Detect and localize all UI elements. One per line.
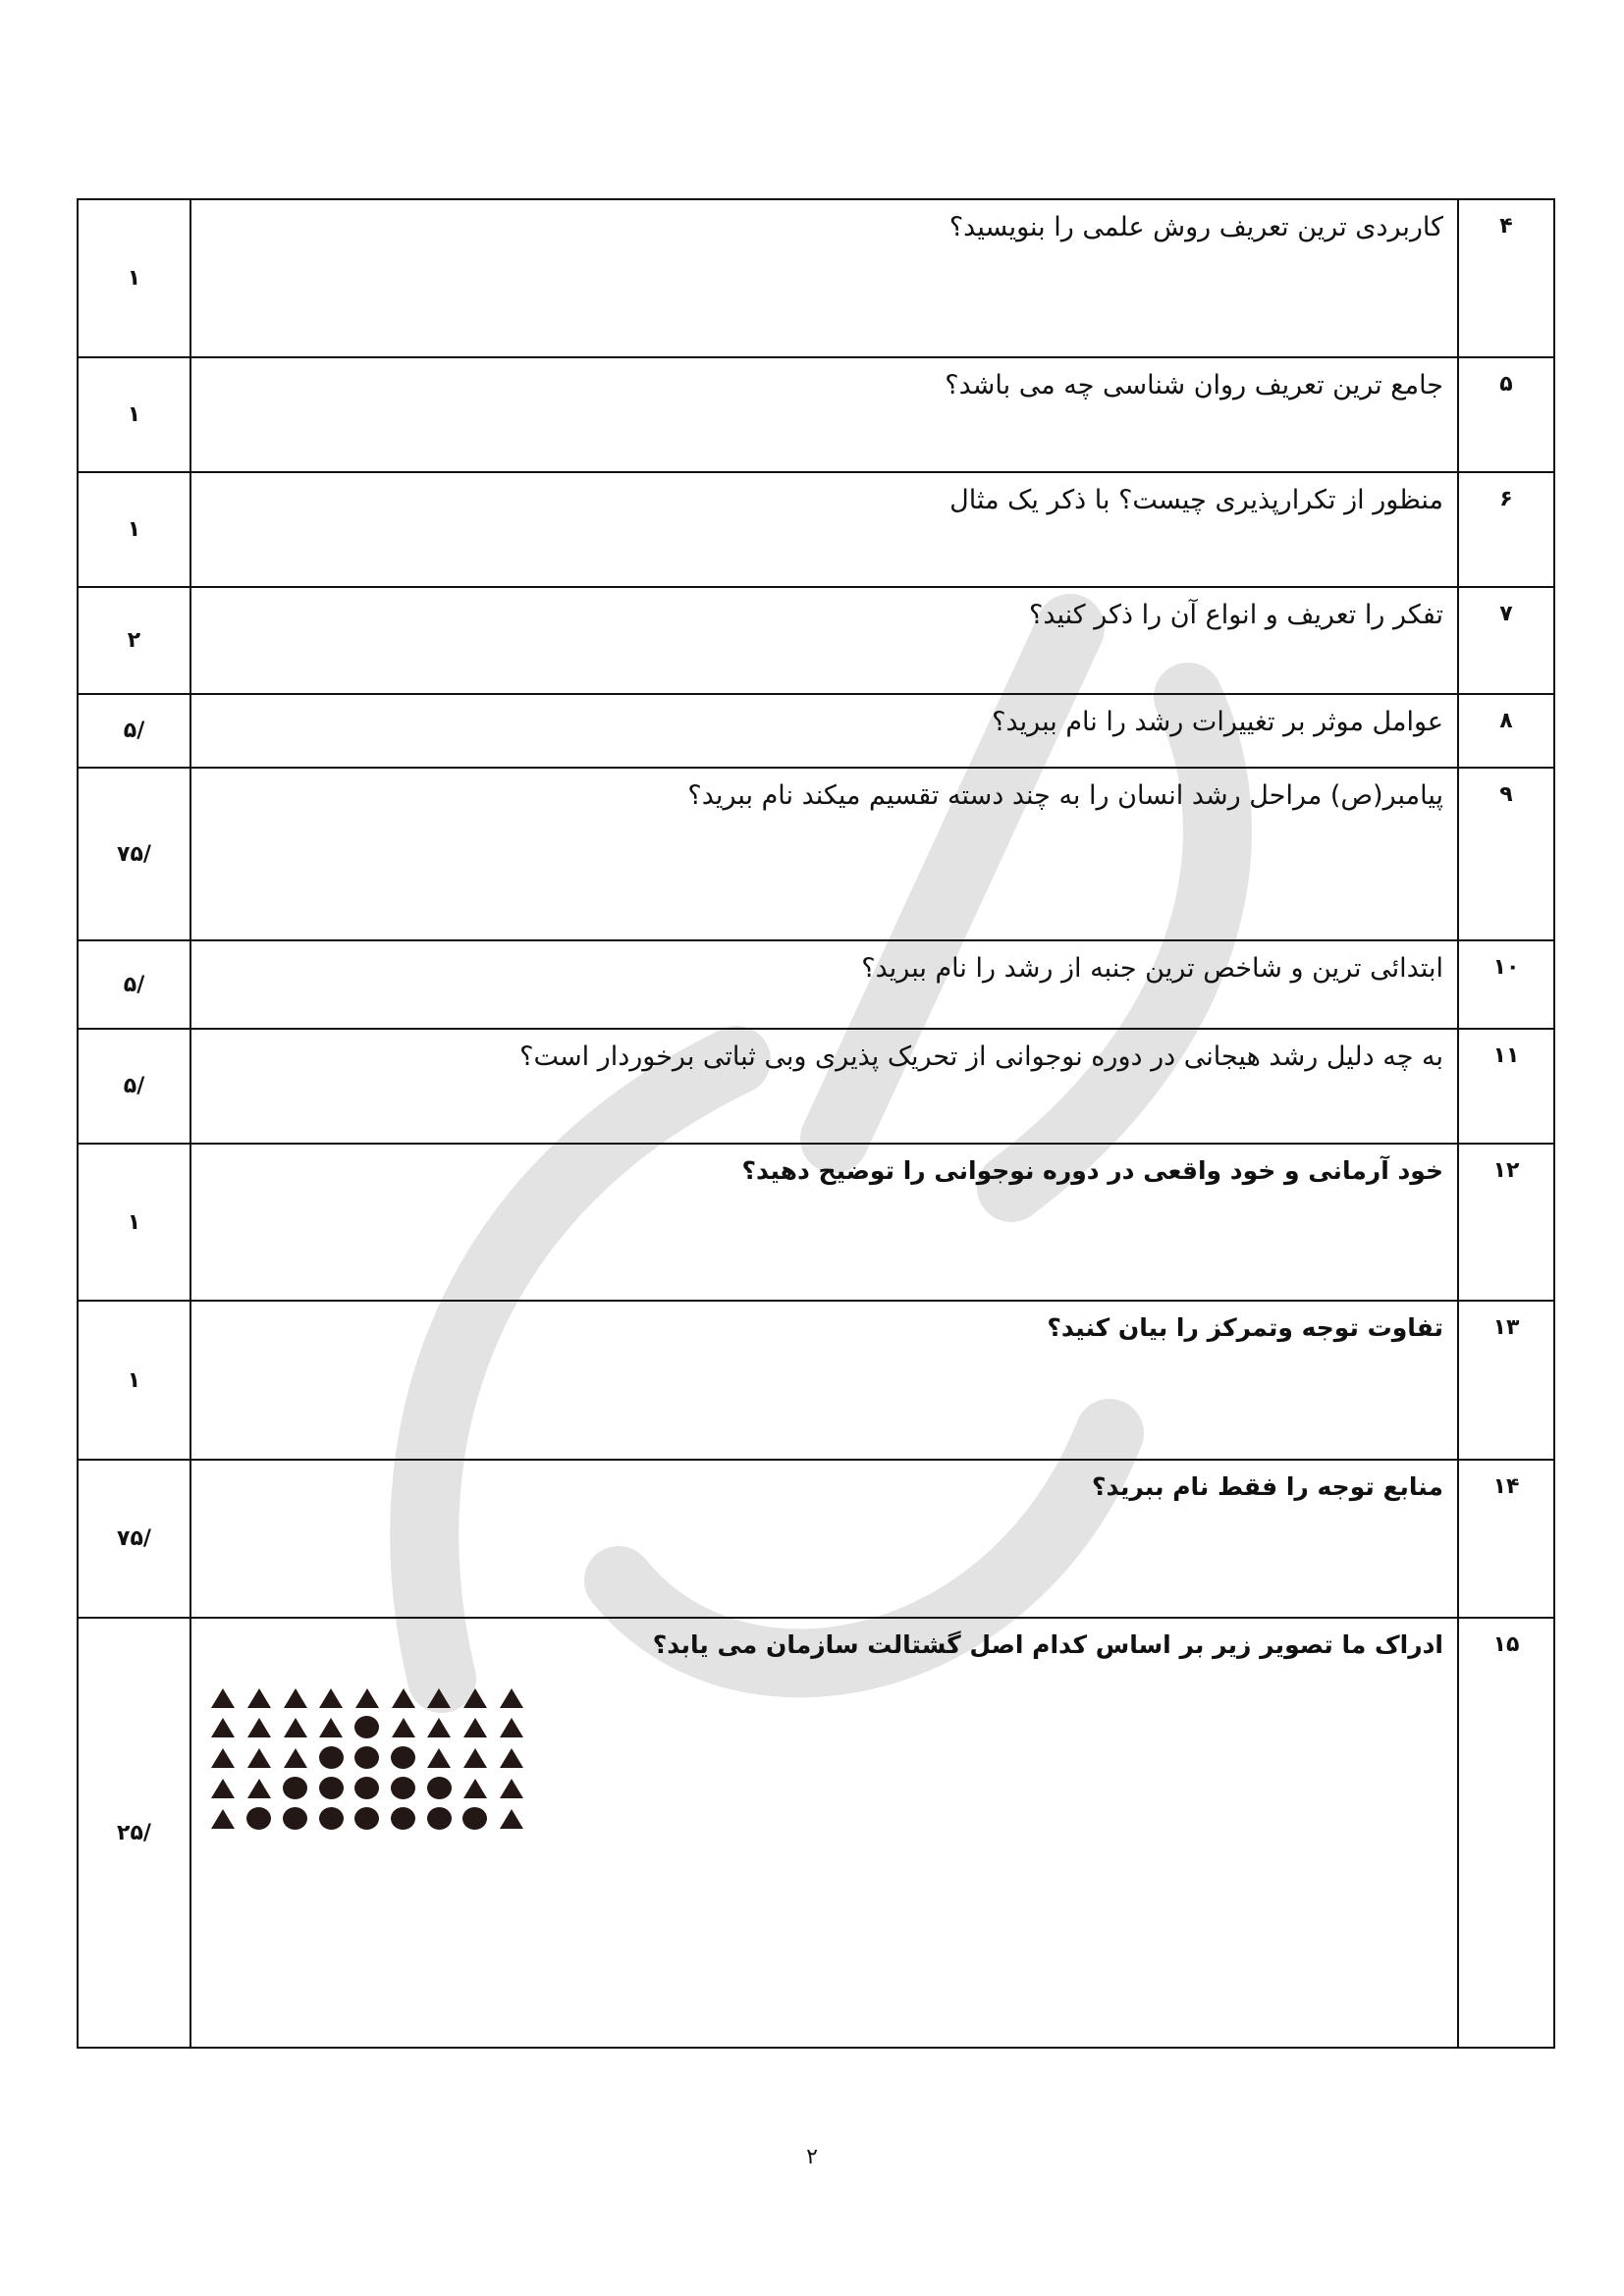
triangle-shape bbox=[392, 1688, 415, 1708]
circle-shape bbox=[283, 1777, 307, 1799]
page-number: ۲ bbox=[806, 2145, 818, 2169]
triangle-shape bbox=[463, 1748, 487, 1768]
circle-shape bbox=[319, 1807, 344, 1830]
triangle-shape bbox=[211, 1718, 235, 1737]
triangle-shape bbox=[500, 1748, 523, 1768]
circle-shape bbox=[391, 1807, 415, 1830]
question-text: ابتدائی ترین و شاخص ترین جنبه از رشد را نام ببرید؟ bbox=[861, 953, 1443, 984]
triangle-shape bbox=[247, 1718, 271, 1737]
question-text: پیامبر(ص) مراحل رشد انسان را به چند دسته تقسیم میکند نام ببرید؟ bbox=[687, 780, 1443, 811]
triangle-shape bbox=[247, 1748, 271, 1768]
question-number: ۶ bbox=[1458, 472, 1554, 587]
triangle-shape bbox=[392, 1718, 415, 1737]
question-text-cell bbox=[190, 1460, 1458, 1618]
question-text-cell bbox=[190, 472, 1458, 587]
question-score: /۲۵ bbox=[78, 1618, 190, 2048]
question-score: /۷۵ bbox=[78, 768, 190, 940]
question-text-cell bbox=[190, 199, 1458, 357]
question-score: ۱ bbox=[78, 472, 190, 587]
circle-shape bbox=[283, 1807, 307, 1830]
triangle-shape bbox=[427, 1748, 451, 1768]
question-row bbox=[78, 357, 1554, 472]
question-row bbox=[78, 768, 1554, 940]
question-text-cell bbox=[190, 694, 1458, 768]
triangle-shape bbox=[500, 1688, 523, 1708]
question-score: ۱ bbox=[78, 199, 190, 357]
circle-shape bbox=[427, 1777, 452, 1799]
triangle-shape bbox=[500, 1779, 523, 1798]
circle-shape bbox=[354, 1777, 379, 1799]
question-row bbox=[78, 1618, 1554, 2048]
triangle-shape bbox=[463, 1718, 487, 1737]
question-number: ۱۵ bbox=[1458, 1618, 1554, 2048]
question-number: ۴ bbox=[1458, 199, 1554, 357]
question-number: ۱۳ bbox=[1458, 1301, 1554, 1460]
question-text: تفاوت توجه وتمرکز را بیان کنید؟ bbox=[1047, 1313, 1443, 1342]
question-text: تفکر را تعریف و انواع آن را ذکر کنید؟ bbox=[1029, 600, 1443, 630]
question-text-cell bbox=[190, 1301, 1458, 1460]
question-text-cell bbox=[190, 940, 1458, 1029]
question-text-cell bbox=[190, 587, 1458, 694]
question-row bbox=[78, 587, 1554, 694]
circle-shape bbox=[354, 1807, 379, 1830]
gestalt-figure bbox=[205, 1688, 529, 1830]
question-row bbox=[78, 1460, 1554, 1618]
circle-shape bbox=[427, 1807, 452, 1830]
question-score: /۷۵ bbox=[78, 1460, 190, 1618]
triangle-shape bbox=[211, 1748, 235, 1768]
question-score: ۲ bbox=[78, 587, 190, 694]
question-row bbox=[78, 1144, 1554, 1301]
question-score: ۱ bbox=[78, 1144, 190, 1301]
question-text: به چه دلیل رشد هیجانی در دوره نوجوانی از تحریک پذیری وبی ثباتی برخوردار است؟ bbox=[519, 1041, 1443, 1072]
question-text: خود آرمانی و خود واقعی در دوره نوجوانی را توضیح دهید؟ bbox=[741, 1156, 1443, 1185]
question-text: کاربردی ترین تعریف روش علمی را بنویسید؟ bbox=[948, 212, 1443, 242]
question-row bbox=[78, 472, 1554, 587]
question-text-cell bbox=[190, 1618, 1458, 2048]
question-text-cell bbox=[190, 1144, 1458, 1301]
triangle-shape bbox=[463, 1779, 487, 1798]
triangle-shape bbox=[247, 1779, 271, 1798]
question-row bbox=[78, 1029, 1554, 1144]
triangle-shape bbox=[500, 1809, 523, 1829]
circle-shape bbox=[462, 1807, 487, 1830]
question-score: /۵ bbox=[78, 1029, 190, 1144]
question-number: ۱۲ bbox=[1458, 1144, 1554, 1301]
question-row bbox=[78, 1301, 1554, 1460]
triangle-shape bbox=[247, 1688, 271, 1708]
triangle-shape bbox=[319, 1688, 343, 1708]
question-text-cell bbox=[190, 768, 1458, 940]
question-text: منظور از تکرارپذیری چیست؟ با ذکر یک مثال bbox=[949, 485, 1443, 515]
circle-shape bbox=[354, 1716, 379, 1738]
question-number: ۹ bbox=[1458, 768, 1554, 940]
triangle-shape bbox=[211, 1779, 235, 1798]
question-row bbox=[78, 694, 1554, 768]
question-text: منابع توجه را فقط نام ببرید؟ bbox=[1092, 1472, 1443, 1501]
triangle-shape bbox=[355, 1688, 379, 1708]
question-number: ۷ bbox=[1458, 587, 1554, 694]
circle-shape bbox=[354, 1746, 379, 1769]
triangle-shape bbox=[211, 1809, 235, 1829]
question-score: ۱ bbox=[78, 357, 190, 472]
exam-questions-table bbox=[77, 198, 1555, 2049]
question-text: ادراک ما تصویر زیر بر اساس کدام اصل گشتالت سازمان می یابد؟ bbox=[652, 1630, 1443, 1659]
question-number: ۱۰ bbox=[1458, 940, 1554, 1029]
circle-shape bbox=[391, 1746, 415, 1769]
question-number: ۱۴ bbox=[1458, 1460, 1554, 1618]
question-text-cell bbox=[190, 1029, 1458, 1144]
circle-shape bbox=[319, 1746, 344, 1769]
question-number: ۵ bbox=[1458, 357, 1554, 472]
triangle-shape bbox=[284, 1718, 307, 1737]
question-text: عوامل موثر بر تغییرات رشد را نام ببرید؟ bbox=[992, 707, 1443, 737]
triangle-shape bbox=[211, 1688, 235, 1708]
circle-shape bbox=[246, 1807, 271, 1830]
circle-shape bbox=[391, 1777, 415, 1799]
triangle-shape bbox=[427, 1688, 451, 1708]
question-score: /۵ bbox=[78, 694, 190, 768]
question-text-cell bbox=[190, 357, 1458, 472]
question-score: ۱ bbox=[78, 1301, 190, 1460]
triangle-shape bbox=[284, 1748, 307, 1768]
triangle-shape bbox=[427, 1718, 451, 1737]
question-row bbox=[78, 940, 1554, 1029]
question-row bbox=[78, 199, 1554, 357]
triangle-shape bbox=[284, 1688, 307, 1708]
question-text: جامع ترین تعریف روان شناسی چه می باشد؟ bbox=[945, 370, 1443, 400]
question-number: ۱۱ bbox=[1458, 1029, 1554, 1144]
question-number: ۸ bbox=[1458, 694, 1554, 768]
triangle-shape bbox=[500, 1718, 523, 1737]
triangle-shape bbox=[319, 1718, 343, 1737]
triangle-shape bbox=[463, 1688, 487, 1708]
circle-shape bbox=[319, 1777, 344, 1799]
question-score: /۵ bbox=[78, 940, 190, 1029]
